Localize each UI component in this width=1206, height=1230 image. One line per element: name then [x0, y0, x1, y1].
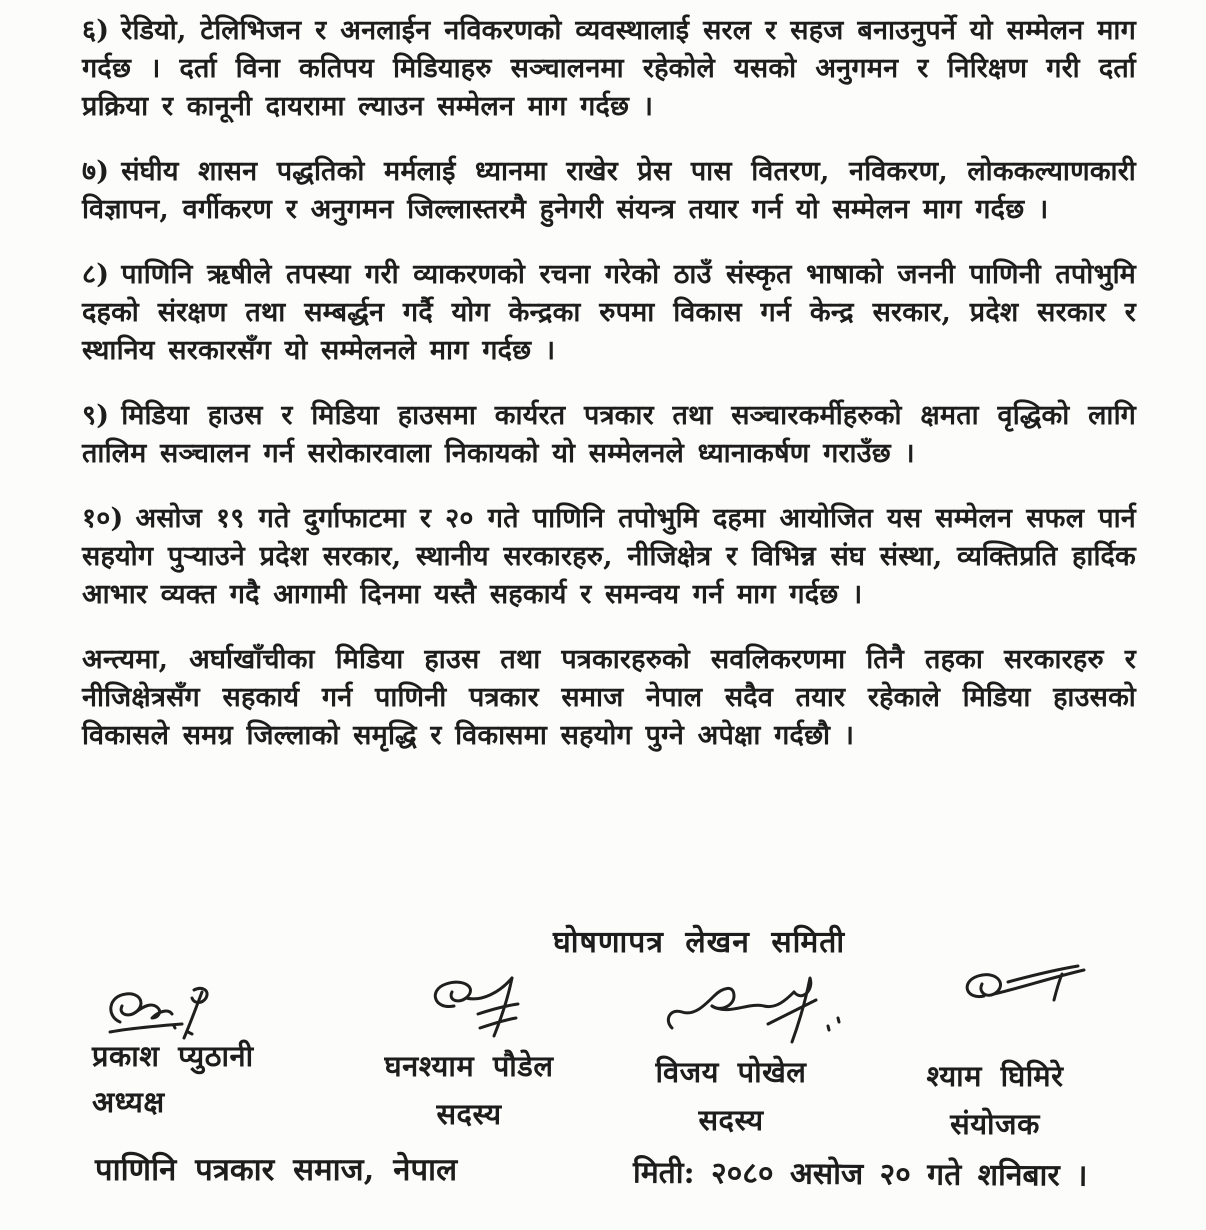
signature-ghanashyam-paudel: [420, 972, 550, 1052]
paragraph-9: [82, 397, 1136, 473]
signatory-3-role: सदस्य: [698, 1103, 764, 1137]
paragraph-8-number: ८): [82, 259, 110, 290]
signatory-1-role: अध्यक्ष: [92, 1085, 165, 1119]
declaration-body: [82, 12, 1136, 782]
closing-paragraph-text: अन्त्यमा, अर्घाखाँचीका मिडिया हाउस तथा पत्रकारहरुको सवलिकरणमा तिनै तहका सरकारहरु र नीजिक्षेत्रसँग सहकार्य गर्न पाणिनी पत्रकार समाज नेपाल सदैव तयार रहेकाले मिडिया हाउसको विकासले समग्र जिल्लाको समृद्धि र विकासमा सहयोग पुग्ने अपेक्षा गर्दछौ ।: [82, 644, 1136, 751]
paragraph-8-text: पाणिनि ऋषीले तपस्या गरी व्याकरणको रचना गरेको ठाउँ संस्कृत भाषाको जननी पाणिनी तपोभुमि दहको संरक्षण तथा सम्बर्द्धन गर्दै योग केन्द्रका रुपमा विकास गर्न केन्द्र सरकार, प्रदेश सरकार र स्थानिय सरकारसँग यो सम्मेलनले माग गर्दछ ।: [82, 259, 1136, 366]
paragraph-8: [82, 256, 1136, 370]
paragraph-9-text: मिडिया हाउस र मिडिया हाउसमा कार्यरत पत्रकार तथा सञ्चारकर्मीहरुको क्षमता वृद्धिको लागि तालिम सञ्चालन गर्न सरोकारवाला निकायको यो सम्मेलनले ध्यानाकर्षण गराउँछ ।: [82, 400, 1136, 469]
paragraph-7: [82, 153, 1136, 229]
paragraph-7-number: ७): [82, 156, 110, 187]
signatory-3-name: विजय पोखेल: [655, 1055, 807, 1089]
signatory-4-name: श्याम घिमिरे: [926, 1059, 1064, 1093]
committee-heading: घोषणापत्र लेखन समिती: [553, 925, 846, 960]
signatory-1-name: प्रकाश प्युठानी: [92, 1039, 254, 1073]
paragraph-6-text: रेडियो, टेलिभिजन र अनलाईन नविकरणको व्यवस्थालाई सरल र सहज बनाउनुपर्ने यो सम्मेलन माग गर्दछ । दर्ता विना कतिपय मिडियाहरु सञ्चालनमा रहेकोले यसको अनुगमन र निरिक्षण गरी दर्ता प्रक्रिया र कानूनी दायरामा ल्याउन सम्मेलन माग गर्दछ ।: [82, 15, 1136, 122]
paragraph-6: [82, 12, 1136, 126]
signatory-2-name: घनश्याम पौडेल: [384, 1049, 554, 1083]
paragraph-10: [82, 500, 1136, 614]
date-line: मिती: २०८० असोज २० गते शनिबार ।: [632, 1155, 1088, 1194]
paragraph-10-text: असोज १९ गते दुर्गाफाटमा र २० गते पाणिनि तपोभुमि दहमा आयोजित यस सम्मेलन सफल पार्न सहयोग पुर्‍याउने प्रदेश सरकार, स्थानीय सरकारहरु, नीजिक्षेत्र र विभिन्न संघ संस्था, व्यक्तिप्रति हार्दिक आभार व्यक्त गदै आगामी दिनमा यस्तै सहकार्य र समन्वय गर्न माग गर्दछ ।: [82, 503, 1136, 610]
signature-shyam-ghimire: [950, 962, 1095, 1030]
closing-paragraph: [82, 641, 1136, 755]
organization-name: पाणिनि पत्रकार समाज, नेपाल: [95, 1152, 458, 1188]
paragraph-10-number: १०): [82, 503, 124, 534]
signatory-4-role: संयोजक: [950, 1107, 1040, 1141]
signature-vijay-pokhel: [662, 972, 862, 1060]
paragraph-7-text: संघीय शासन पद्धतिको मर्मलाई ध्यानमा राखेर प्रेस पास वितरण, नविकरण, लोककल्याणकारी विज्ञापन, वर्गीकरण र अनुगमन जिल्लास्तरमै हुनेगरी संयन्त्र तयार गर्न यो सम्मेलन माग गर्दछ ।: [82, 156, 1136, 225]
signatory-2-role: सदस्य: [436, 1097, 502, 1131]
paragraph-6-number: ६): [82, 15, 110, 46]
paragraph-9-number: ९): [82, 400, 110, 431]
